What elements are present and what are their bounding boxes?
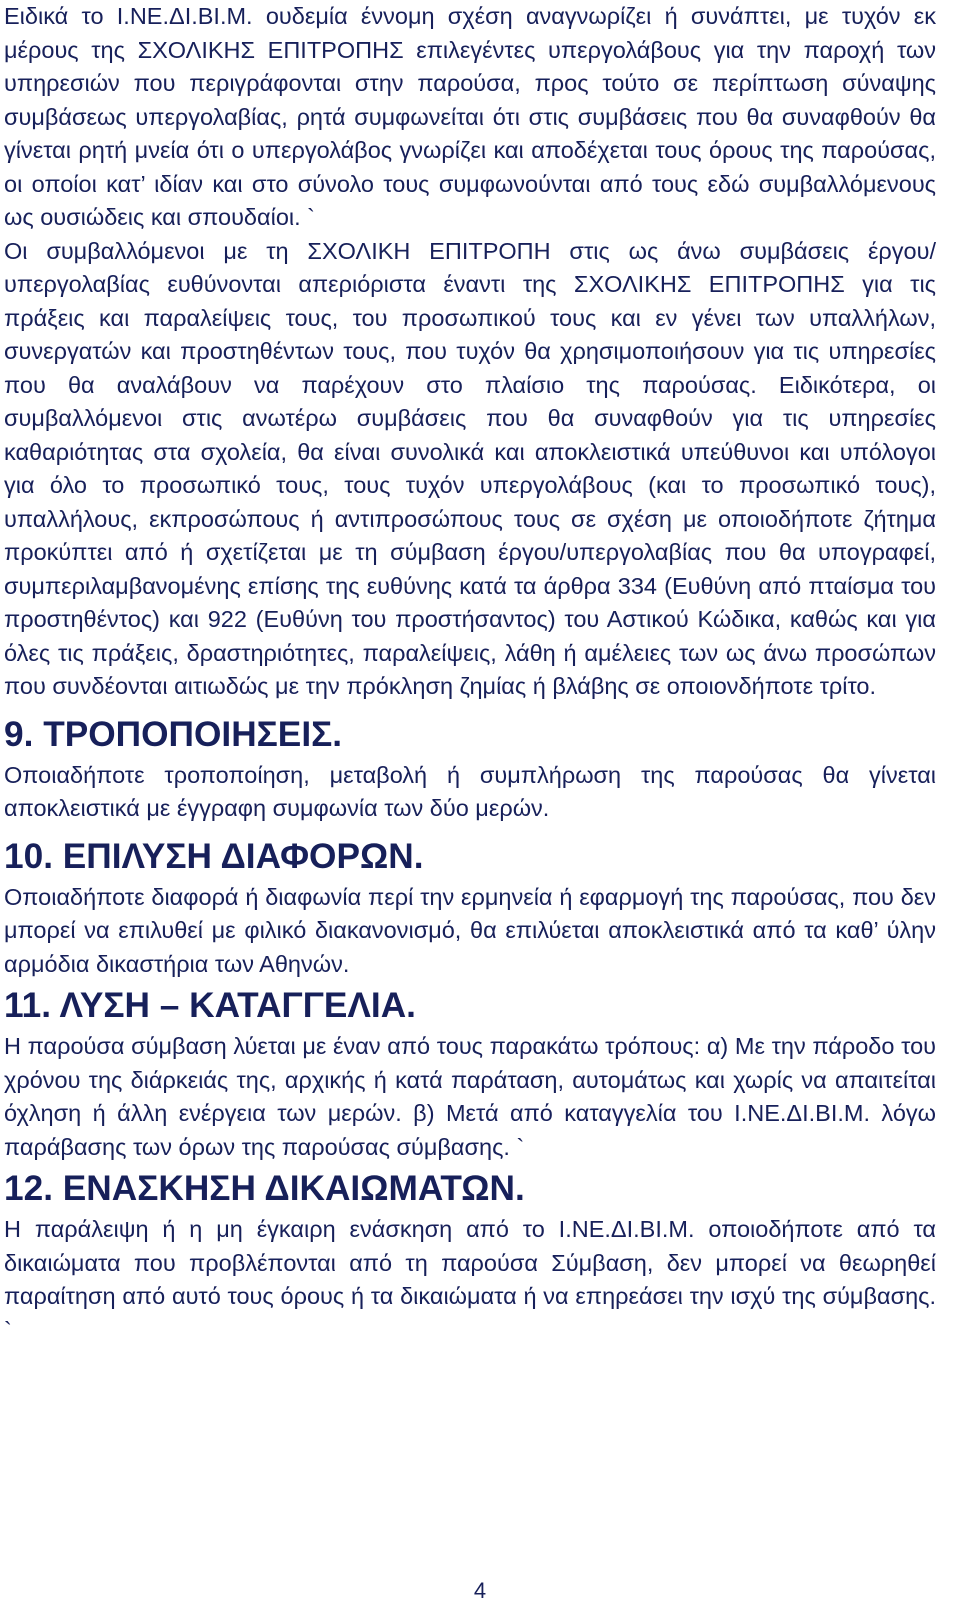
section-text-dispute-resolution: Οποιαδήποτε διαφορά ή διαφωνία περί την ερμηνεία ή εφαρμογή της παρούσας, που δεν μπορεί να επιλυθεί με φιλικό διακανονισμό, θα επιλύεται αποκλειστικά από τα καθ’ ύλην αρμόδια δικαστήρια των Αθηνών. xyxy=(4,883,936,977)
section-heading-exercise-of-rights: 12. ΕΝΑΣΚΗΣΗ ΔΙΚΑΙΩΜΑΤΩΝ. xyxy=(4,1169,525,1208)
section-heading-amendments: 9. ΤΡΟΠΟΠΟΙΗΣΕΙΣ. xyxy=(4,714,343,754)
section-text-amendments: Οποιαδήποτε τροποποίηση, μεταβολή ή συμπλήρωση της παρούσας θα γίνεται αποκλειστικά με έγγραφη συμφωνία των δύο μερών. xyxy=(4,761,936,821)
paragraph-subcontractors-relation: Ειδικά το Ι.ΝΕ.ΔΙ.ΒΙ.Μ. ουδεμία έννομη σχέση αναγνωρίζει ή συνάπτει, με τυχόν εκ μέρους της ΣΧΟΛΙΚΗΣ ΕΠΙΤΡΟΠΗΣ επιλεγέντες υπεργολάβους για την παροχή των υπηρεσιών που περιγράφονται στην παρούσα, προς τούτο σε περίπτωση σύναψης συμβάσεως υπεργολαβίας, ρητά συμφωνείται ότι στις συμβάσεις που θα συναφθούν θα γίνεται ρητή μνεία ότι ο υπεργολάβος γνωρίζει και αποδέχεται τους όρους της παρούσας, οι οποίοι κατ’ ιδίαν και στο σύνολο τους συμφωνούνται από τους εδώ συμβαλλόμενους ως ουσιώδεις και σπουδαίοι. ` xyxy=(4,3,936,230)
section-heading-termination: 11. ΛΥΣΗ – ΚΑΤΑΓΓΕΛΙΑ. xyxy=(4,986,416,1025)
document-page xyxy=(4,0,936,1347)
paragraph-contractor-liability: Οι συμβαλλόμενοι με τη ΣΧΟΛΙΚΗ ΕΠΙΤΡΟΠΗ στις ως άνω συμβάσεις έργου/υπεργολαβίας ευθύνονται απεριόριστα έναντι της ΣΧΟΛΙΚΗΣ ΕΠΙΤΡΟΠΗΣ για τις πράξεις και παραλείψεις τους, του προσωπικού τους και εν γένει των υπαλλήλων, συνεργατών και προστηθέντων τους, που τυχόν θα χρησιμοποιήσουν για τις υπηρεσίες που θα αναλάβουν να παρέχουν στο πλαίσιο της παρούσας. Ειδικότερα, οι συμβαλλόμενοι στις ανωτέρω συμβάσεις που θα συναφθούν για τις υπηρεσίες καθαριότητας στα σχολεία, θα είναι συνολικά και αποκλειστικά υπεύθυνοι και υπόλογοι για όλο το προσωπικό τους, τους τυχόν υπεργολάβους (και το προσωπικό τους), υπαλλήλους, εκπροσώπους ή αντιπροσώπους τους σε σχέση με οποιοδήποτε ζήτημα προκύπτει από ή σχετίζεται με τη σύμβαση έργου/υπεργολαβίας που θα υπογραφεί, συμπεριλαμβανομένης επίσης της ευθύνης κατά τα άρθρα 334 (Ευθύνη από πταίσμα του προστηθέντος) και 922 (Ευθύνη του προστήσαντος) του Αστικού Κώδικα, καθώς και για όλες τις πράξεις, δραστηριότητες, παραλείψεις, λάθη ή αμέλειες των ως άνω προσώπων που συνδέονται αιτιωδώς με την πρόκληση ζημίας ή βλάβης σε οποιονδήποτε τρίτο. xyxy=(4,237,936,699)
section-text-termination: Η παρούσα σύμβαση λύεται με έναν από τους παρακάτω τρόπους: α) Με την πάροδο του χρόνου της διάρκειάς της, αρχικής ή κατά παράταση, αυτομάτως και χωρίς να απαιτείται όχληση ή άλλη ενέργεια των μερών. β) Μετά από καταγγελία του Ι.ΝΕ.ΔΙ.ΒΙ.Μ. λόγω παράβασης των όρων της παρούσας σύμβασης. ` xyxy=(4,1033,936,1160)
section-text-exercise-of-rights: Η παράλειψη ή η μη έγκαιρη ενάσκηση από το Ι.ΝΕ.ΔΙ.ΒΙ.Μ. οποιοδήποτε από τα δικαιώματα που προβλέπονται από τη παρούσα Σύμβαση, δεν μπορεί να θεωρηθεί παραίτηση από αυτό τους όρους ή τα δικαιώματα ή να επηρεάσει την ισχύ της σύμβασης. ` xyxy=(4,1216,936,1343)
section-heading-dispute-resolution: 10. ΕΠΙΛΥΣΗ ΔΙΑΦΟΡΩΝ. xyxy=(4,836,424,876)
page-number: 4 xyxy=(473,1578,487,1603)
